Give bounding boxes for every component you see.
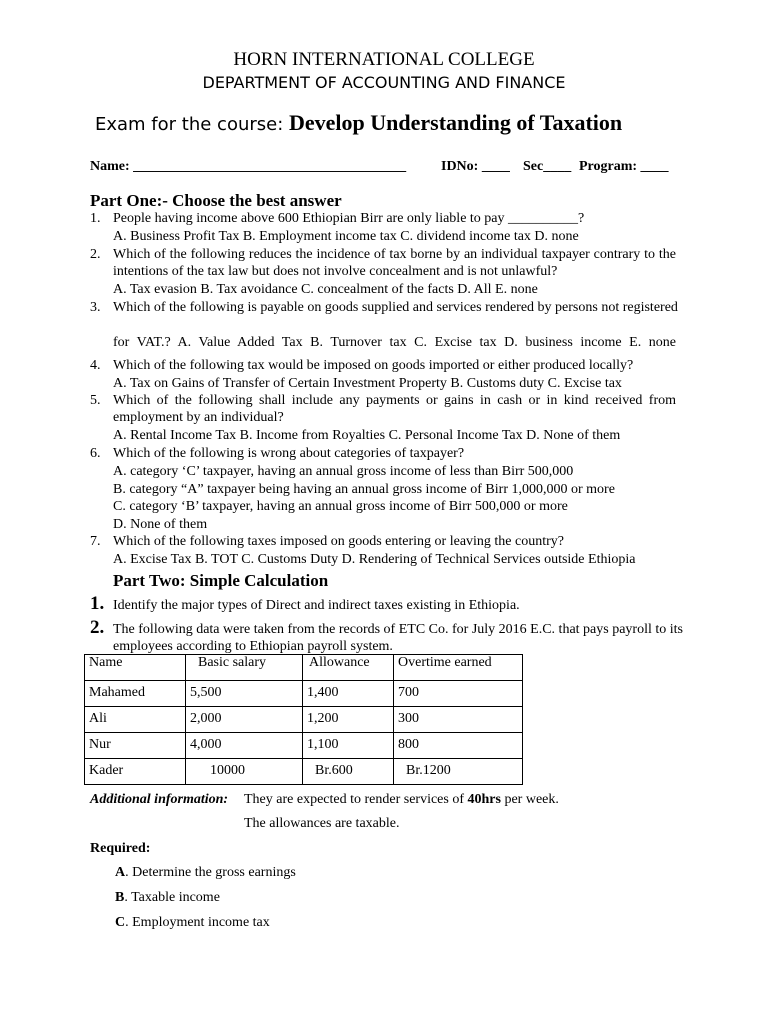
part-one-title: Part One:- Choose the best answer xyxy=(90,191,342,210)
q2-number: 2. xyxy=(90,247,101,262)
q6-option-d: D. None of them xyxy=(113,517,208,532)
required-item-b xyxy=(115,889,220,906)
header-overtime: Overtime earned xyxy=(394,655,523,681)
header-basic-salary: Basic salary xyxy=(186,655,303,681)
q5-number: 5. xyxy=(90,393,101,408)
exam-prefix: Exam for the course: xyxy=(95,114,290,135)
q7-number: 7. xyxy=(90,534,101,549)
table-row xyxy=(85,707,523,733)
q3-text-line1: Which of the following is payable on goods supplied and services rendered by persons not registered xyxy=(113,300,678,315)
sec-field: Sec____ xyxy=(523,159,572,174)
cell-basic-salary: 5,500 xyxy=(186,681,303,707)
cell-allowance: 1,200 xyxy=(303,707,394,733)
additional-info-pre: They are expected to render services of xyxy=(244,792,468,807)
cell-name: Ali xyxy=(85,707,186,733)
cell-overtime: 700 xyxy=(394,681,523,707)
header-name: Name xyxy=(85,655,186,681)
required-letter: C xyxy=(115,915,126,930)
required-text: . Employment income tax xyxy=(125,915,270,930)
cell-overtime: 300 xyxy=(394,707,523,733)
q4-text: Which of the following tax would be imposed on goods imported or either produced locally? xyxy=(113,358,634,373)
cell-name: Kader xyxy=(85,759,186,785)
q6-text: Which of the following is wrong about categories of taxpayer? xyxy=(113,446,465,461)
department-name: DEPARTMENT OF ACCOUNTING AND FINANCE xyxy=(202,73,566,92)
cell-name: Nur xyxy=(85,733,186,759)
q5-options: A. Rental Income Tax B. Income from Royalties C. Personal Income Tax D. None of them xyxy=(113,428,621,443)
college-name: HORN INTERNATIONAL COLLEGE xyxy=(233,49,535,70)
q6-option-c: C. category ‘B’ taxpayer, having an annual gross income of Birr 500,000 or more xyxy=(113,499,568,514)
table-row xyxy=(85,733,523,759)
q6-number: 6. xyxy=(90,446,101,461)
q6-option-b: B. category “A” taxpayer being having an annual gross income of Birr 1,000,000 or more xyxy=(113,482,615,497)
additional-info-line1 xyxy=(244,791,559,808)
q7-options: A. Excise Tax B. TOT C. Customs Duty D. Rendering of Technical Services outside Ethiopia xyxy=(113,552,636,567)
q4-number: 4. xyxy=(90,358,101,373)
cell-basic-salary: 4,000 xyxy=(186,733,303,759)
cell-allowance: Br.600 xyxy=(303,759,394,785)
cell-overtime: 800 xyxy=(394,733,523,759)
header-allowance: Allowance xyxy=(303,655,394,681)
required-letter: B xyxy=(115,890,125,905)
q2-text-line1: Which of the following reduces the incidence of tax borne by an individual taxpayer contrary to the xyxy=(113,247,676,262)
additional-info-label: Additional information: xyxy=(90,792,229,807)
q2-options: A. Tax evasion B. Tax avoidance C. concealment of the facts D. All E. none xyxy=(113,282,538,297)
cell-overtime: Br.1200 xyxy=(394,759,523,785)
q5-text-line1: Which of the following shall include any payments or gains in cash or in kind received from xyxy=(113,393,676,408)
q3-text-line2: for VAT.? A. Value Added Tax B. Turnover tax C. Excise tax D. business income E. none xyxy=(113,335,676,350)
p2-q2-text-line1: The following data were taken from the records of ETC Co. for July 2016 E.C. that pays payroll to its xyxy=(113,622,683,637)
table-row xyxy=(85,681,523,707)
required-text: . Determine the gross earnings xyxy=(125,865,296,880)
payroll-table xyxy=(84,654,523,785)
table-row xyxy=(85,759,523,785)
exam-title xyxy=(95,110,622,139)
q1-number: 1. xyxy=(90,211,101,226)
table-header-row xyxy=(85,655,523,681)
p2-q1-text: Identify the major types of Direct and indirect taxes existing in Ethiopia. xyxy=(113,598,520,613)
q1-text: People having income above 600 Ethiopian Birr are only liable to pay __________? xyxy=(113,211,585,226)
q5-text-line2: employment by an individual? xyxy=(113,410,284,425)
q6-option-a: A. category ‘C’ taxpayer, having an annual gross income of less than Birr 500,000 xyxy=(113,464,574,479)
part-two-title: Part Two: Simple Calculation xyxy=(113,571,329,590)
required-item-c xyxy=(115,914,270,931)
q2-text-line2: intentions of the tax law but does not involve concealment and is not unlawful? xyxy=(113,264,558,279)
program-field: Program: ____ xyxy=(579,159,669,174)
additional-info-post: per week. xyxy=(500,792,559,807)
q7-text: Which of the following taxes imposed on goods entering or leaving the country? xyxy=(113,534,565,549)
required-letter: A xyxy=(115,865,126,880)
p2-q2-number: 2. xyxy=(90,617,105,638)
q4-options: A. Tax on Gains of Transfer of Certain Investment Property B. Customs duty C. Excise tax xyxy=(113,376,622,391)
course-name: Develop Understanding of Taxation xyxy=(289,110,623,135)
name-field: Name: _______________________________________ xyxy=(90,159,407,174)
cell-allowance: 1,400 xyxy=(303,681,394,707)
required-label: Required: xyxy=(90,841,151,856)
idno-field: IDNo: ____ xyxy=(441,159,510,174)
p2-q1-number: 1. xyxy=(90,593,105,614)
cell-name: Mahamed xyxy=(85,681,186,707)
required-item-a xyxy=(115,864,296,881)
q3-number: 3. xyxy=(90,300,101,315)
q1-options: A. Business Profit Tax B. Employment income tax C. dividend income tax D. none xyxy=(113,229,579,244)
additional-info-line2: The allowances are taxable. xyxy=(244,816,400,831)
cell-allowance: 1,100 xyxy=(303,733,394,759)
cell-basic-salary: 10000 xyxy=(186,759,303,785)
required-text: . Taxable income xyxy=(124,890,220,905)
p2-q2-text-line2: employees according to Ethiopian payroll system. xyxy=(113,639,393,654)
cell-basic-salary: 2,000 xyxy=(186,707,303,733)
additional-info-hours: 40hrs xyxy=(467,792,501,807)
